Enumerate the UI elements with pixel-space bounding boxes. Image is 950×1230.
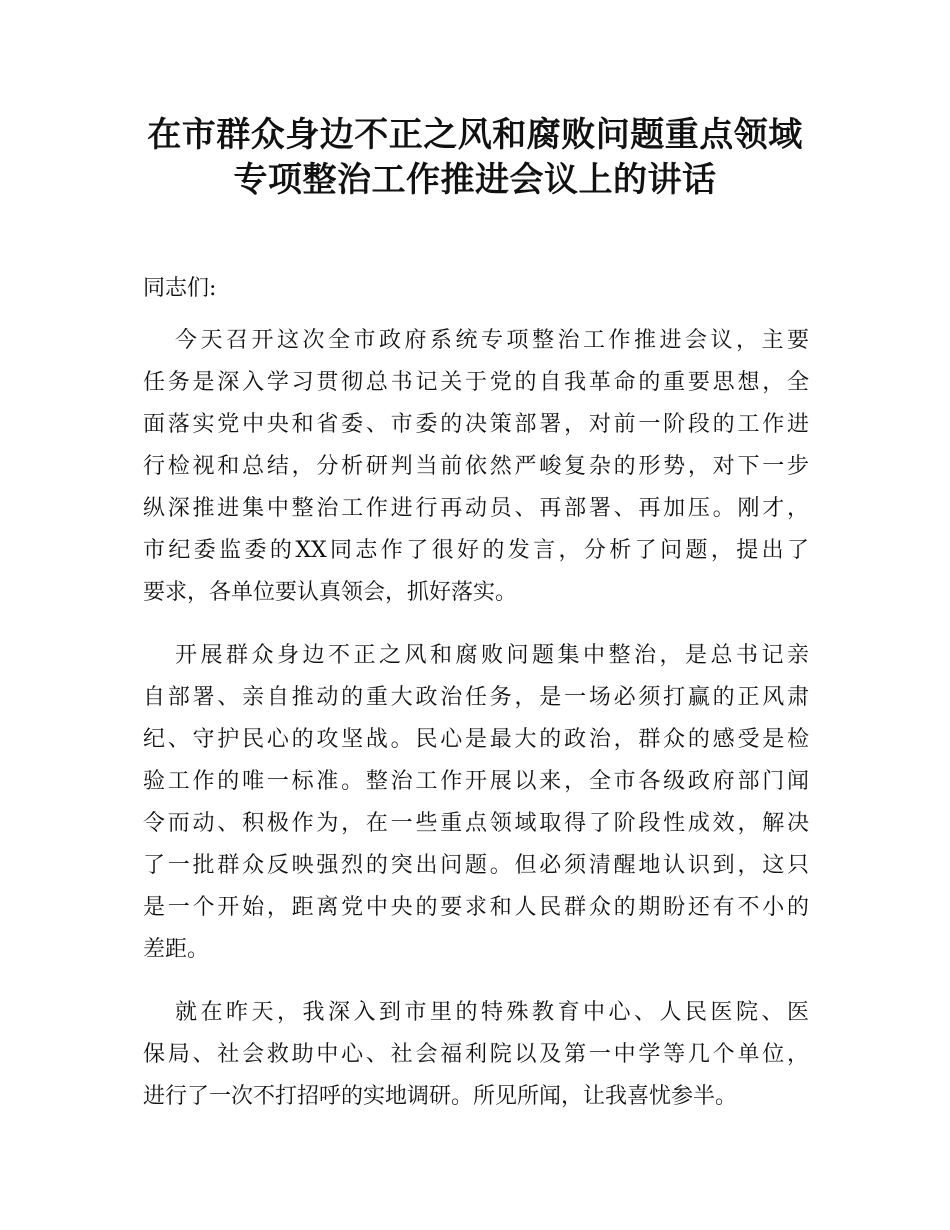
paragraph-line: 自部署、亲自推动的重大政治任务，是一场必须打赢的正风肃: [143, 685, 809, 710]
paragraph-line: 任务是深入学习贯彻总书记关于党的自我革命的重要思想，全: [143, 370, 809, 395]
paragraph-line: 纵深推进集中整治工作进行再动员、再部署、再加压。刚才，: [143, 496, 809, 521]
document-title: [0, 113, 950, 203]
paragraph-line: 要求，各单位要认真领会，抓好落实。: [143, 580, 518, 605]
title-line-2: 专项整治工作推进会议上的讲话: [233, 160, 717, 200]
paragraph-line: 保局、社会救助中心、社会福利院以及第一中学等几个单位，: [143, 1042, 809, 1067]
paragraph-line: 市纪委监委的XX同志作了很好的发言，分析了问题，提出了: [143, 538, 809, 563]
title-line-1: 在市群众身边不正之风和腐败问题重点领域: [147, 115, 803, 155]
paragraph-line: 进行了一次不打招呼的实地调研。所见所闻，让我喜忧参半。: [143, 1084, 738, 1109]
paragraph-line: 验工作的唯一标准。整治工作开展以来，全市各级政府部门闻: [143, 769, 809, 794]
paragraph-line: 是一个开始，距离党中央的要求和人民群众的期盼还有不小的: [143, 895, 809, 920]
paragraph-line: 今天召开这次全市政府系统专项整治工作推进会议，主要: [175, 328, 809, 353]
paragraph: [143, 998, 809, 1124]
salutation: 同志们:: [143, 276, 217, 301]
paragraph: [143, 326, 809, 620]
paragraph-line: 开展群众身边不正之风和腐败问题集中整治，是总书记亲: [175, 643, 809, 668]
paragraph: [143, 641, 809, 977]
document-body: [143, 326, 809, 1145]
paragraph-line: 纪、守护民心的攻坚战。民心是最大的政治，群众的感受是检: [143, 727, 809, 752]
paragraph-line: 差距。: [143, 937, 210, 962]
paragraph-line: 就在昨天，我深入到市里的特殊教育中心、人民医院、医: [175, 1000, 809, 1025]
paragraph-line: 面落实党中央和省委、市委的决策部署，对前一阶段的工作进: [143, 412, 809, 437]
paragraph-line: 了一批群众反映强烈的突出问题。但必须清醒地认识到，这只: [143, 853, 809, 878]
paragraph-line: 行检视和总结，分析研判当前依然严峻复杂的形势，对下一步: [143, 454, 809, 479]
paragraph-line: 令而动、积极作为，在一些重点领域取得了阶段性成效，解决: [143, 811, 809, 836]
